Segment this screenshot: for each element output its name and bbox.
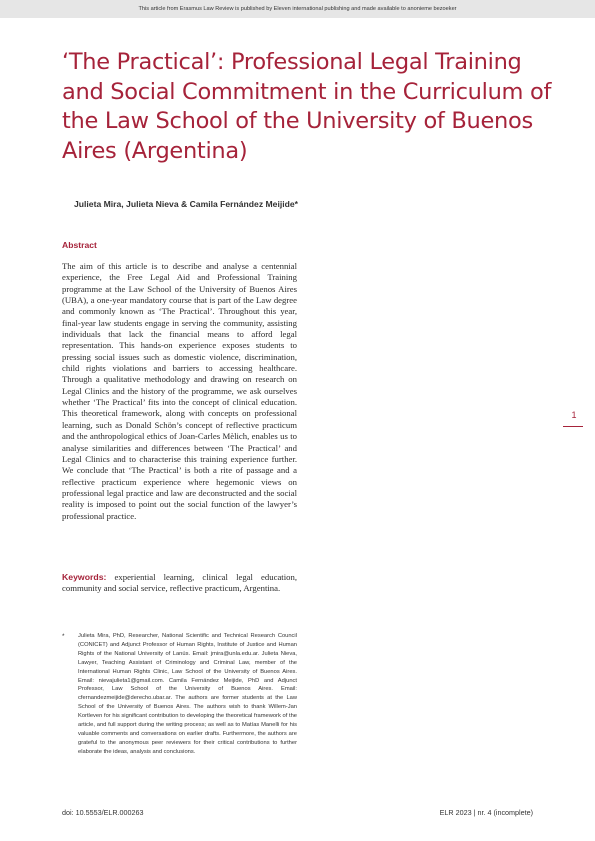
footer-journal-issue: ELR 2023 | nr. 4 (incomplete) [439, 808, 533, 817]
access-notice-text: This article from Erasmus Law Review is published by Eleven international publishing and made available to anonieme bezoeker [138, 6, 457, 12]
keywords [62, 572, 297, 595]
keywords-label: Keywords: [62, 572, 107, 582]
access-notice-bar [0, 0, 595, 18]
abstract-body: The aim of this article is to describe and analyse a centennial experience, the Free Legal Aid and Professional Training programme at the Law School of the University of Buenos Aires (UBA), a one-year mandatory course that is part of the Law degree and commonly known as ‘The Practical’. Throughout this year, final-year law students engage in serving the community, assisting individuals that lack the financial means to afford legal representation. This hands-on experience exposes students to pressing social issues such as domestic violence, discrimination, child rights violations and barriers to accessing healthcare. Through a qualitative methodology and drawing on research on Legal Clinics and the history of the programme, we ask ourselves whether ‘The Practical’ fits into the concept of clinical education. This theoretical framework, along with concepts on professional learning, such as Donald Schön’s concept of reflective practicum and the anthropological ethics of Joan-Carles Mèlich, enables us to analyse similarities and differences between ‘The Practical’ and Legal Clinics and to characterise this training experience further. We conclude that ‘The Practical’ is both a rite of passage and a reflective practicum experience where hegemonic views on professional legal practice and law are deconstructed and the social reality is imposed to point out the social function of the lawyer’s professional practice. [62, 261, 297, 521]
keywords-list: experiential learning, clinical legal education, community and social service, reflective practicum, Argentina. [62, 572, 297, 594]
article-title: ‘The Practical’: Professional Legal Training and Social Commitment in the Curriculum of the Law School of the University of Buenos Aires (Argentina) [62, 49, 552, 164]
page-number-rule [563, 426, 583, 427]
page-number: 1 [571, 410, 577, 420]
abstract-heading: Abstract [62, 240, 97, 250]
author-footnote: Julieta Mira, PhD, Researcher, National Scientific and Technical Research Council (CONICET) and Adjunct Professor of Human Rights, Institute of Justice and Human Rights of the National University of Lanús. Email: jmira@unla.edu.ar. Julieta Nieva, Lawyer, Teaching Assistant of Criminology and Criminal Law, member of the International Human Rights Clinic, Law School of the University of Buenos Aires. Email: nievajulieta1@gmail.com. Camila Fernández Meijide, PhD and Adjunct Professor, Law School of the University of Buenos Aires. Email: cfernandezmeijide@derecho.ubar.ar. The authors are former students at the Law School of the University of Buenos Aires. The authors wish to thank Willem-Jan Kortleven for his significant contribution to developing the theoretical framework of the article, and full support during the writing process; as well as to Matías Manelli for his valuable comments and conversations on earlier drafts. Furthermore, the authors are grateful to the anonymous peer reviewers for their critical contributions to further elaborate the ideas, analysis and conclusions. [78, 633, 297, 755]
footnote-marker: * [62, 633, 65, 640]
footer-doi: doi: 10.5553/ELR.000263 [62, 808, 144, 817]
author-line: Julieta Mira, Julieta Nieva & Camila Fernández Meijide* [74, 199, 298, 209]
